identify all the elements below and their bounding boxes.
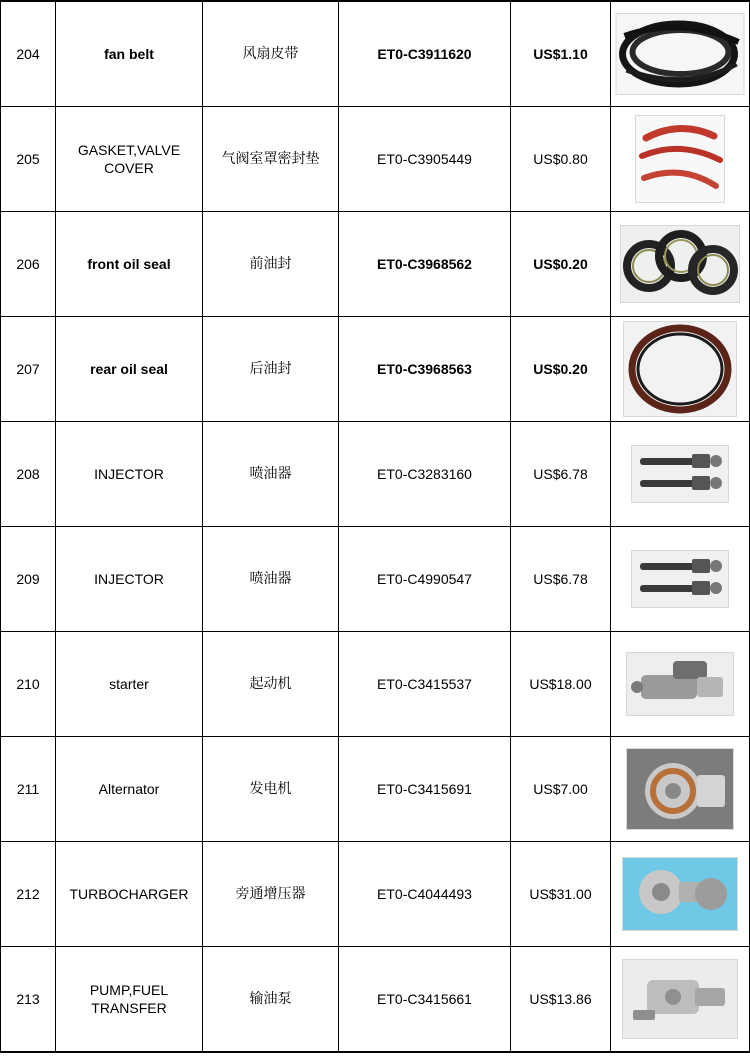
- part-name: INJECTOR: [56, 527, 203, 632]
- injector-photo: [631, 550, 729, 608]
- unit-price: US$6.78: [511, 527, 611, 632]
- part-number: ET0-C3415691: [339, 737, 511, 842]
- item-number: 212: [1, 842, 56, 947]
- part-name: rear oil seal: [56, 317, 203, 422]
- part-name: GASKET,VALVE COVER: [56, 107, 203, 212]
- part-name: front oil seal: [56, 212, 203, 317]
- alternator-photo: [626, 748, 734, 830]
- part-image-cell: [611, 947, 750, 1053]
- part-name-chinese: 输油泵: [203, 947, 339, 1053]
- part-name: TURBOCHARGER: [56, 842, 203, 947]
- table-row: [1, 1, 750, 107]
- part-image-cell: [611, 317, 750, 422]
- table-row: [1, 107, 750, 212]
- part-name-chinese: 后油封: [203, 317, 339, 422]
- table-row: [1, 422, 750, 527]
- part-image-cell: [611, 1, 750, 107]
- part-number: ET0-C3283160: [339, 422, 511, 527]
- part-name-chinese: 气阀室罩密封垫: [203, 107, 339, 212]
- item-number: 209: [1, 527, 56, 632]
- item-number: 211: [1, 737, 56, 842]
- part-image-cell: [611, 632, 750, 737]
- part-image-cell: [611, 212, 750, 317]
- unit-price: US$0.20: [511, 317, 611, 422]
- table-row: [1, 947, 750, 1053]
- table-row: [1, 632, 750, 737]
- unit-price: US$31.00: [511, 842, 611, 947]
- part-name: Alternator: [56, 737, 203, 842]
- part-number: ET0-C3968562: [339, 212, 511, 317]
- item-number: 208: [1, 422, 56, 527]
- part-number: ET0-C3415661: [339, 947, 511, 1053]
- item-number: 205: [1, 107, 56, 212]
- part-name-chinese: 发电机: [203, 737, 339, 842]
- turbocharger-photo: [622, 857, 738, 931]
- table-row: [1, 317, 750, 422]
- part-number: ET0-C3968563: [339, 317, 511, 422]
- table-row: [1, 527, 750, 632]
- unit-price: US$7.00: [511, 737, 611, 842]
- part-image-cell: [611, 422, 750, 527]
- unit-price: US$0.20: [511, 212, 611, 317]
- item-number: 204: [1, 1, 56, 107]
- unit-price: US$1.10: [511, 1, 611, 107]
- item-number: 207: [1, 317, 56, 422]
- part-image-cell: [611, 107, 750, 212]
- part-name-chinese: 起动机: [203, 632, 339, 737]
- part-number: ET0-C4044493: [339, 842, 511, 947]
- unit-price: US$6.78: [511, 422, 611, 527]
- table-row: [1, 212, 750, 317]
- oil-seals-photo: [620, 225, 740, 303]
- part-name: PUMP,FUEL TRANSFER: [56, 947, 203, 1053]
- unit-price: US$0.80: [511, 107, 611, 212]
- part-name-chinese: 喷油器: [203, 422, 339, 527]
- part-number: ET0-C3905449: [339, 107, 511, 212]
- fuel-pump-photo: [622, 959, 738, 1039]
- item-number: 206: [1, 212, 56, 317]
- part-image-cell: [611, 842, 750, 947]
- part-name-chinese: 喷油器: [203, 527, 339, 632]
- part-image-cell: [611, 737, 750, 842]
- part-number: ET0-C4990547: [339, 527, 511, 632]
- part-number: ET0-C3415537: [339, 632, 511, 737]
- gasket-photo: [635, 115, 725, 203]
- item-number: 210: [1, 632, 56, 737]
- injector-photo: [631, 445, 729, 503]
- table-row: [1, 737, 750, 842]
- rear-oil-seal-photo: [623, 321, 737, 417]
- unit-price: US$13.86: [511, 947, 611, 1053]
- fan-belt-photo: [616, 13, 745, 95]
- part-name: INJECTOR: [56, 422, 203, 527]
- part-image-cell: [611, 527, 750, 632]
- starter-photo: [626, 652, 734, 716]
- part-number: ET0-C3911620: [339, 1, 511, 107]
- part-name: fan belt: [56, 1, 203, 107]
- part-name: starter: [56, 632, 203, 737]
- part-name-chinese: 前油封: [203, 212, 339, 317]
- part-name-chinese: 旁通增压器: [203, 842, 339, 947]
- unit-price: US$18.00: [511, 632, 611, 737]
- table-row: [1, 842, 750, 947]
- part-name-chinese: 风扇皮带: [203, 1, 339, 107]
- item-number: 213: [1, 947, 56, 1053]
